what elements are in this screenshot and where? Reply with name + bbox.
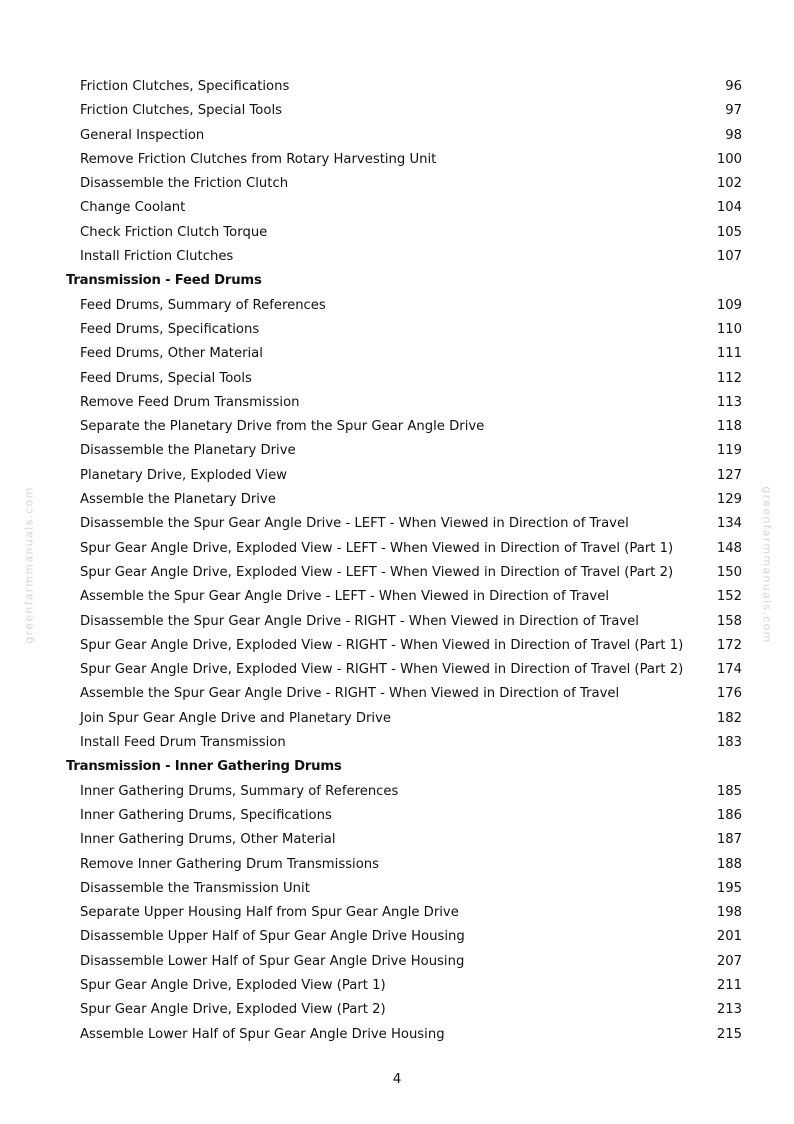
toc-entry-page: 185 [716,783,742,799]
toc-entry-page: 119 [716,443,742,459]
toc-entry-page: 118 [716,419,742,435]
toc-entry-page: 198 [716,905,742,921]
toc-entry[interactable] [0,488,794,512]
toc-entry[interactable] [0,221,794,245]
toc-entry-page: 186 [716,807,742,823]
toc-entry-title: Inner Gathering Drums, Summary of References [80,783,399,799]
toc-entry-page: 215 [716,1026,742,1042]
toc-entry-title: Planetary Drive, Exploded View [80,467,287,483]
toc-entry[interactable] [0,75,794,99]
toc-entry-page: 152 [716,589,742,605]
toc-entry-page: 110 [716,321,742,337]
toc-entry-title: Feed Drums, Special Tools [80,370,252,386]
toc-entry-title: Remove Friction Clutches from Rotary Harvesting Unit [80,151,437,167]
toc-entry[interactable] [0,974,794,998]
toc-entry-title: Friction Clutches, Specifications [80,79,290,94]
toc-entry-page: 105 [716,224,742,240]
toc-entry-page: 158 [716,613,742,629]
toc-entry-title: Disassemble the Spur Gear Angle Drive - RIGHT - When Viewed in Direction of Travel [80,613,639,629]
toc-entry-page: 183 [716,735,742,751]
toc-entry[interactable] [0,245,794,269]
toc-entry-title: Separate the Planetary Drive from the Spur Gear Angle Drive [80,419,485,435]
toc-entry-title: General Inspection [80,127,205,143]
toc-entry[interactable] [0,853,794,877]
toc-entry-page: 213 [716,1002,742,1018]
toc-entry-title: Separate Upper Housing Half from Spur Gear Angle Drive [80,905,459,921]
toc-entry-title: Assemble Lower Half of Spur Gear Angle Drive Housing [80,1026,445,1042]
toc-entry[interactable] [0,391,794,415]
toc-entry-page: 111 [716,346,742,362]
toc-entry-title: Transmission - Feed Drums [66,273,262,289]
toc-entry[interactable] [0,585,794,609]
toc-entry-page: 102 [716,176,742,192]
toc-entry-title: Inner Gathering Drums, Specifications [80,807,332,823]
toc-entry[interactable] [0,464,794,488]
toc-entry[interactable] [0,148,794,172]
toc-entry-title: Assemble the Planetary Drive [80,492,276,508]
toc-entry[interactable] [0,537,794,561]
toc-entry-page: 195 [716,880,742,896]
toc-entry-page: 172 [716,637,742,653]
toc-entry-title: Remove Inner Gathering Drum Transmissions [80,856,380,872]
toc-entry-page: 201 [716,929,742,945]
toc-entry[interactable] [0,634,794,658]
toc-entry-page: 129 [716,492,742,508]
toc-entry-title: Disassemble the Friction Clutch [80,176,289,192]
toc-entry-page: 182 [716,710,742,726]
toc-entry-page: 109 [716,297,742,313]
toc-entry[interactable] [0,342,794,366]
page-number: 4 [392,1071,402,1087]
toc-entry[interactable] [0,512,794,536]
toc-entry-page: 174 [716,662,742,678]
toc-entry-title: Feed Drums, Summary of References [80,297,326,313]
toc-entry[interactable] [0,901,794,925]
toc-entry-title: Assemble the Spur Gear Angle Drive - RIGHT - When Viewed in Direction of Travel [80,686,620,702]
toc-entry-title: Disassemble Upper Half of Spur Gear Angle Drive Housing [80,929,465,945]
toc-entry-title: Check Friction Clutch Torque [80,224,268,240]
toc-section-heading [0,755,794,779]
toc-entry-page: 112 [716,370,742,386]
toc-entry-title: Change Coolant [80,200,186,216]
watermark-right: greenfarmmanuals.com [760,486,774,644]
toc-entry-page: 176 [716,686,742,702]
toc-entry[interactable] [0,998,794,1022]
toc-entry[interactable] [0,658,794,682]
toc-section-heading [0,269,794,293]
toc-entry[interactable] [0,561,794,585]
toc-entry-title: Spur Gear Angle Drive, Exploded View - RIGHT - When Viewed in Direction of Travel (Part 1) [80,637,684,653]
toc-entry-title: Disassemble the Planetary Drive [80,443,296,459]
toc-entry-title: Install Feed Drum Transmission [80,735,286,751]
toc-entry[interactable] [0,196,794,220]
toc-entry[interactable] [0,610,794,634]
toc-entry[interactable] [0,294,794,318]
toc-entry-title: Remove Feed Drum Transmission [80,394,300,410]
toc-entry[interactable] [0,439,794,463]
toc-entry[interactable] [0,1023,794,1047]
toc-entry[interactable] [0,124,794,148]
toc-entry-title: Join Spur Gear Angle Drive and Planetary Drive [80,710,391,726]
toc-entry-page: 100 [716,151,742,167]
toc-entry-page: 188 [716,856,742,872]
toc-entry-title: Assemble the Spur Gear Angle Drive - LEFT - When Viewed in Direction of Travel [80,589,610,605]
toc-entry[interactable] [0,950,794,974]
toc-entry[interactable] [0,99,794,123]
toc-entry-page: 207 [716,953,742,969]
toc-entry-page: 107 [716,249,742,265]
toc-entry-page: 187 [716,832,742,848]
watermark-left: greenfarmmanuals.com [22,486,36,644]
toc-entry[interactable] [0,318,794,342]
toc-entry-title: Transmission - Inner Gathering Drums [66,759,342,775]
toc-entry[interactable] [0,828,794,852]
toc-entry-page: 98 [725,127,742,143]
toc-entry-page: 104 [716,200,742,216]
toc-entry[interactable] [0,877,794,901]
toc-entry[interactable] [0,415,794,439]
toc-entry-title: Feed Drums, Other Material [80,346,263,362]
toc-entry-title: Disassemble the Spur Gear Angle Drive - LEFT - When Viewed in Direction of Travel [80,516,629,532]
toc-entry[interactable] [0,367,794,391]
toc-entry[interactable] [0,707,794,731]
toc-entry[interactable] [0,731,794,755]
table-of-contents [0,75,794,1047]
toc-entry-page: 97 [725,103,742,119]
toc-entry-title: Spur Gear Angle Drive, Exploded View (Part 2) [80,1002,386,1018]
toc-entry-title: Spur Gear Angle Drive, Exploded View - LEFT - When Viewed in Direction of Travel (Part 1) [80,540,674,556]
toc-entry[interactable] [0,804,794,828]
toc-entry-page: 211 [716,977,742,993]
toc-entry-page: 134 [716,516,742,532]
toc-entry-title: Disassemble Lower Half of Spur Gear Angle Drive Housing [80,953,465,969]
toc-entry-title: Spur Gear Angle Drive, Exploded View - RIGHT - When Viewed in Direction of Travel (Part 2) [80,662,684,678]
toc-entry-title: Inner Gathering Drums, Other Material [80,832,336,848]
toc-entry[interactable] [0,172,794,196]
toc-entry-title: Spur Gear Angle Drive, Exploded View (Part 1) [80,977,386,993]
toc-entry-page: 150 [716,564,742,580]
toc-entry-title: Feed Drums, Specifications [80,321,260,337]
toc-entry-page: 96 [725,79,742,94]
toc-entry-title: Friction Clutches, Special Tools [80,103,282,119]
toc-entry-page: 113 [716,394,742,410]
toc-entry-title: Install Friction Clutches [80,249,234,265]
toc-entry[interactable] [0,682,794,706]
toc-entry[interactable] [0,780,794,804]
toc-entry-page: 127 [716,467,742,483]
toc-entry-page: 148 [716,540,742,556]
toc-entry-title: Disassemble the Transmission Unit [80,880,310,896]
toc-entry[interactable] [0,925,794,949]
toc-entry-title: Spur Gear Angle Drive, Exploded View - LEFT - When Viewed in Direction of Travel (Part 2) [80,564,674,580]
